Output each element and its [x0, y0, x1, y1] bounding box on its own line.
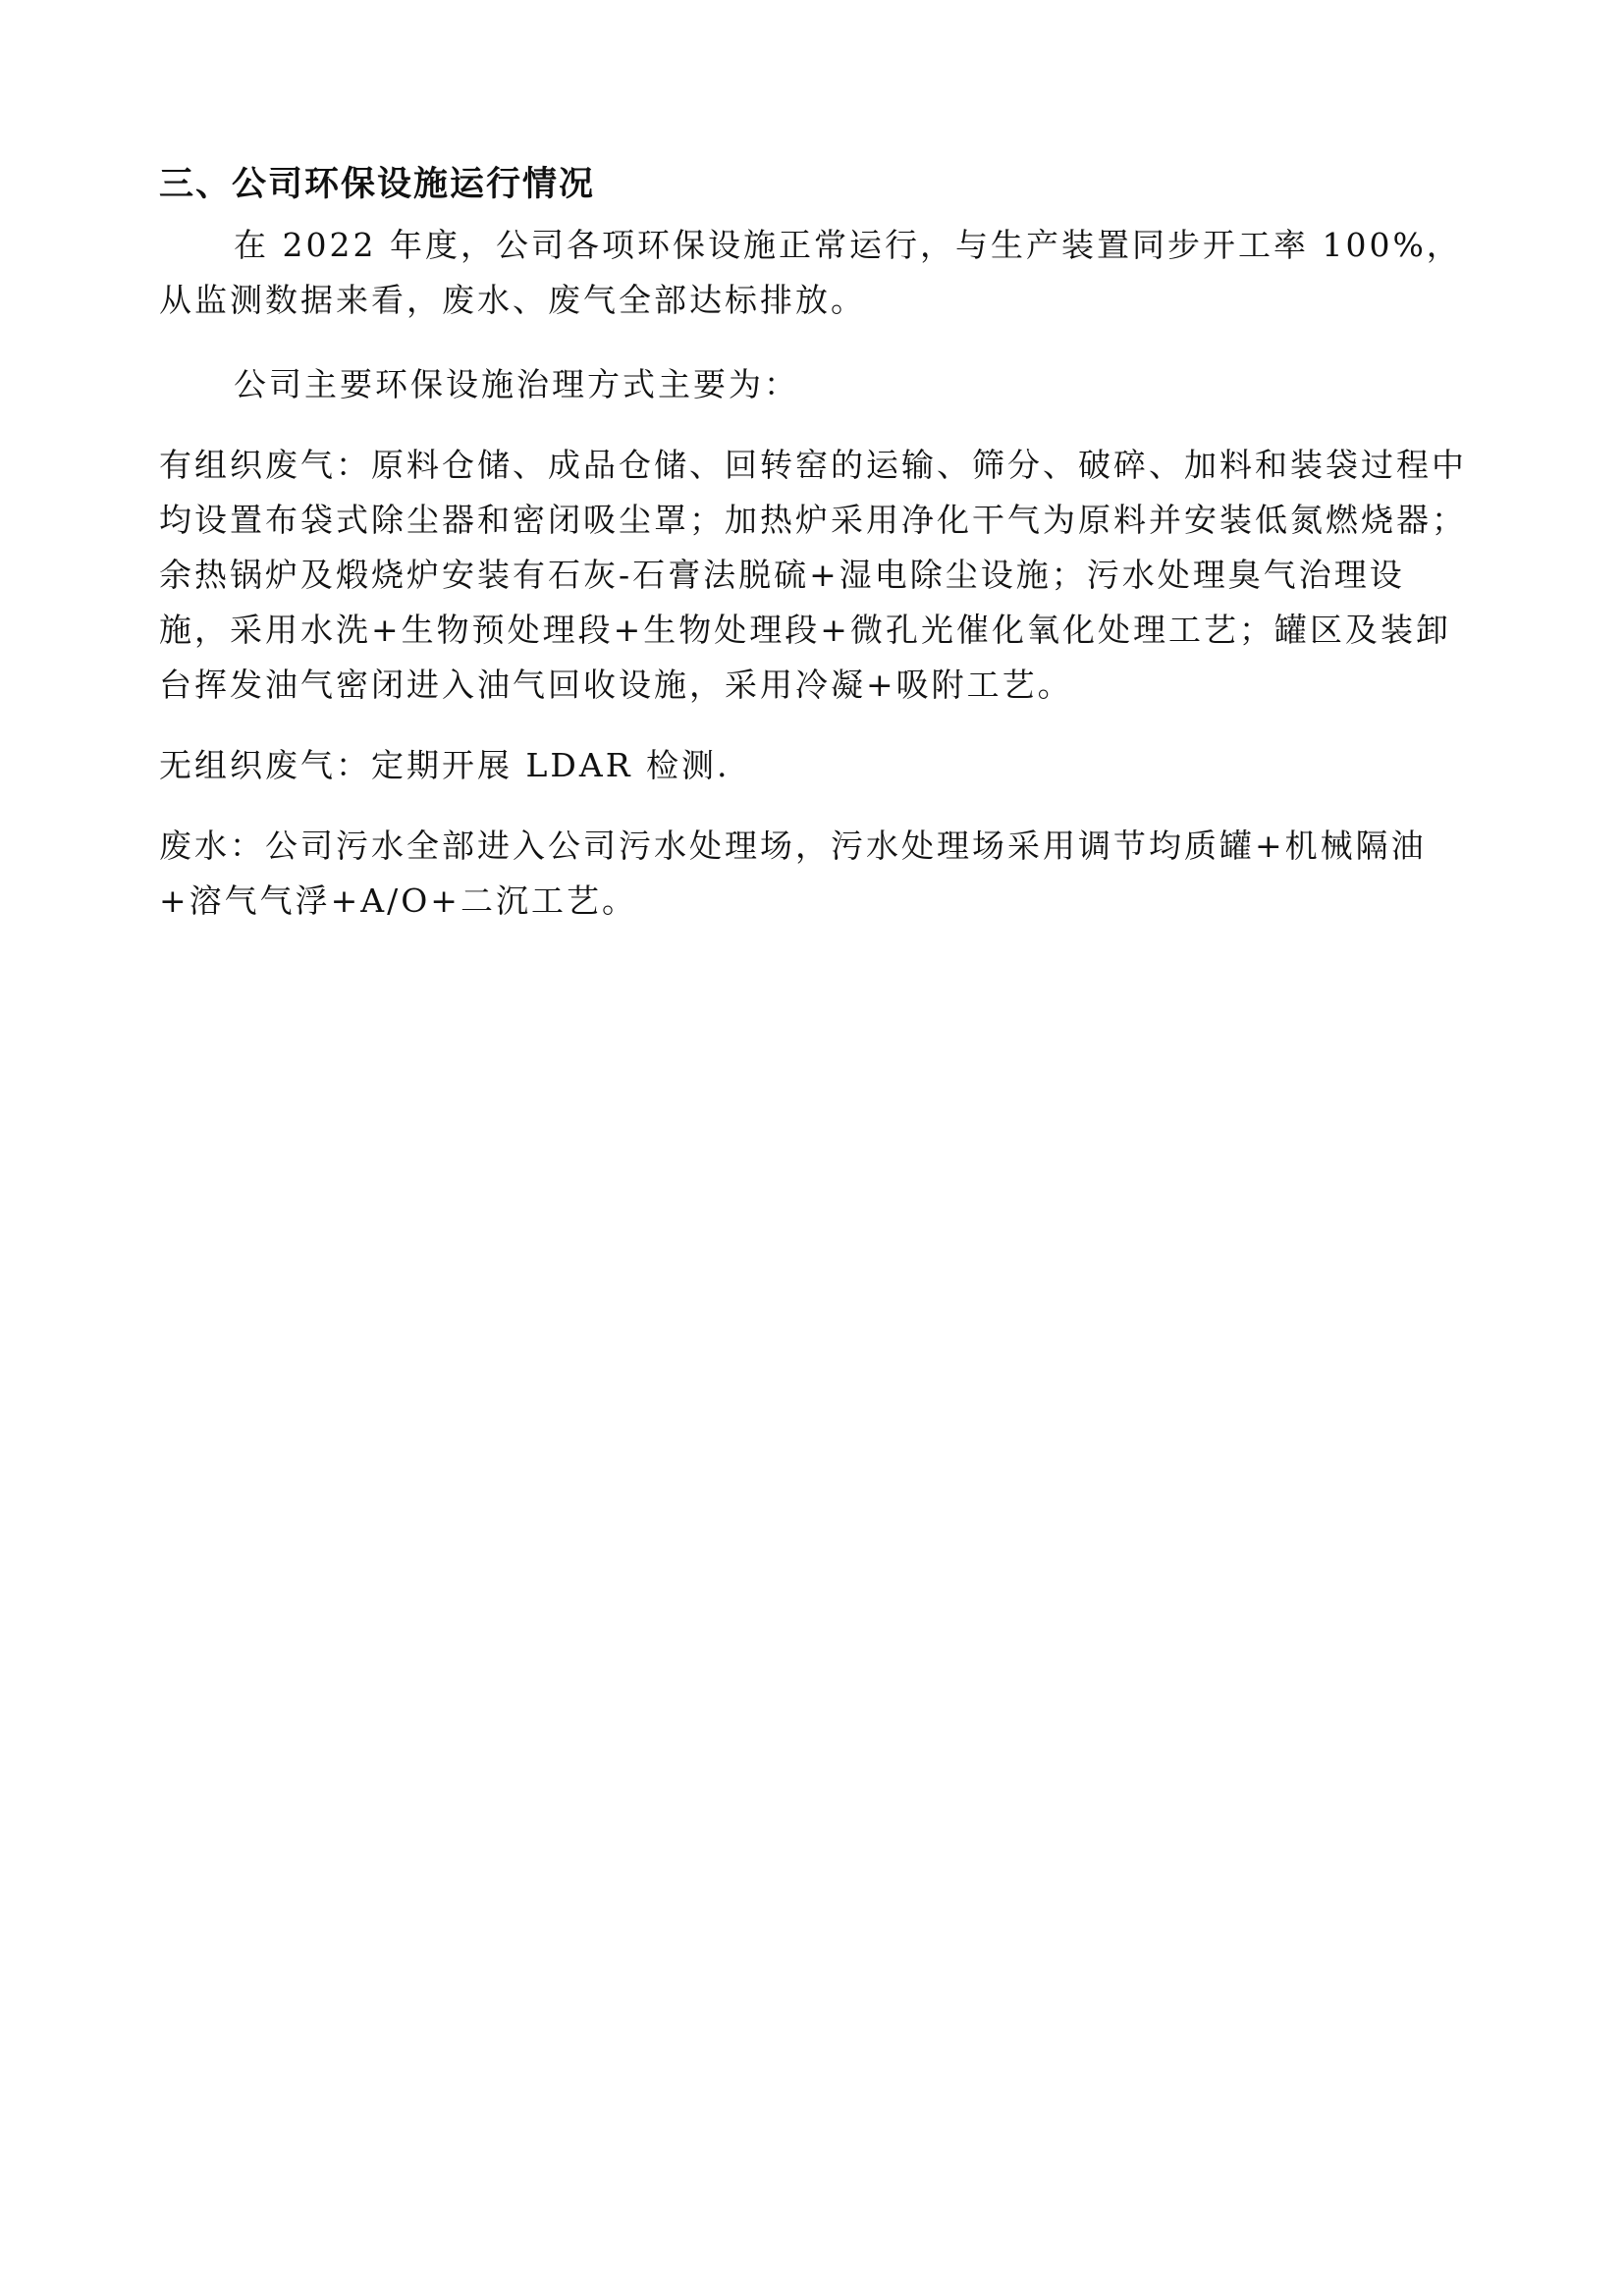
document-body: [159, 157, 1475, 958]
paragraph-operation-summary: 在 2022 年度，公司各项环保设施正常运行，与生产装置同步开工率 100%，从监测数据来看，废水、废气全部达标排放。: [159, 226, 1462, 319]
paragraph-organized-exhaust: 有组织废气：原料仓储、成品仓储、回转窑的运输、筛分、破碎、加料和装袋过程中均设置布袋式除尘器和密闭吸尘罩；加热炉采用净化干气为原料并安装低氮燃烧器；余热锅炉及煅烧炉安装有石灰-石膏法脱硫+湿电除尘设施；污水处理臭气治理设施，采用水洗+生物预处理段+生物处理段+微孔光催化氧化处理工艺；罐区及装卸台挥发油气密闭进入油气回收设施，采用冷凝+吸附工艺。: [159, 446, 1467, 704]
paragraph-wastewater: 废水：公司污水全部进入公司污水处理场，污水处理场采用调节均质罐+机械隔油+溶气气浮+A/O+二沉工艺。: [159, 827, 1427, 920]
section-heading: 三、公司环保设施运行情况: [159, 165, 596, 204]
paragraph-fugitive-exhaust: 无组织废气：定期开展 LDAR 检测.: [159, 746, 731, 784]
paragraph-treatment-intro: 公司主要环保设施治理方式主要为：: [234, 365, 799, 403]
